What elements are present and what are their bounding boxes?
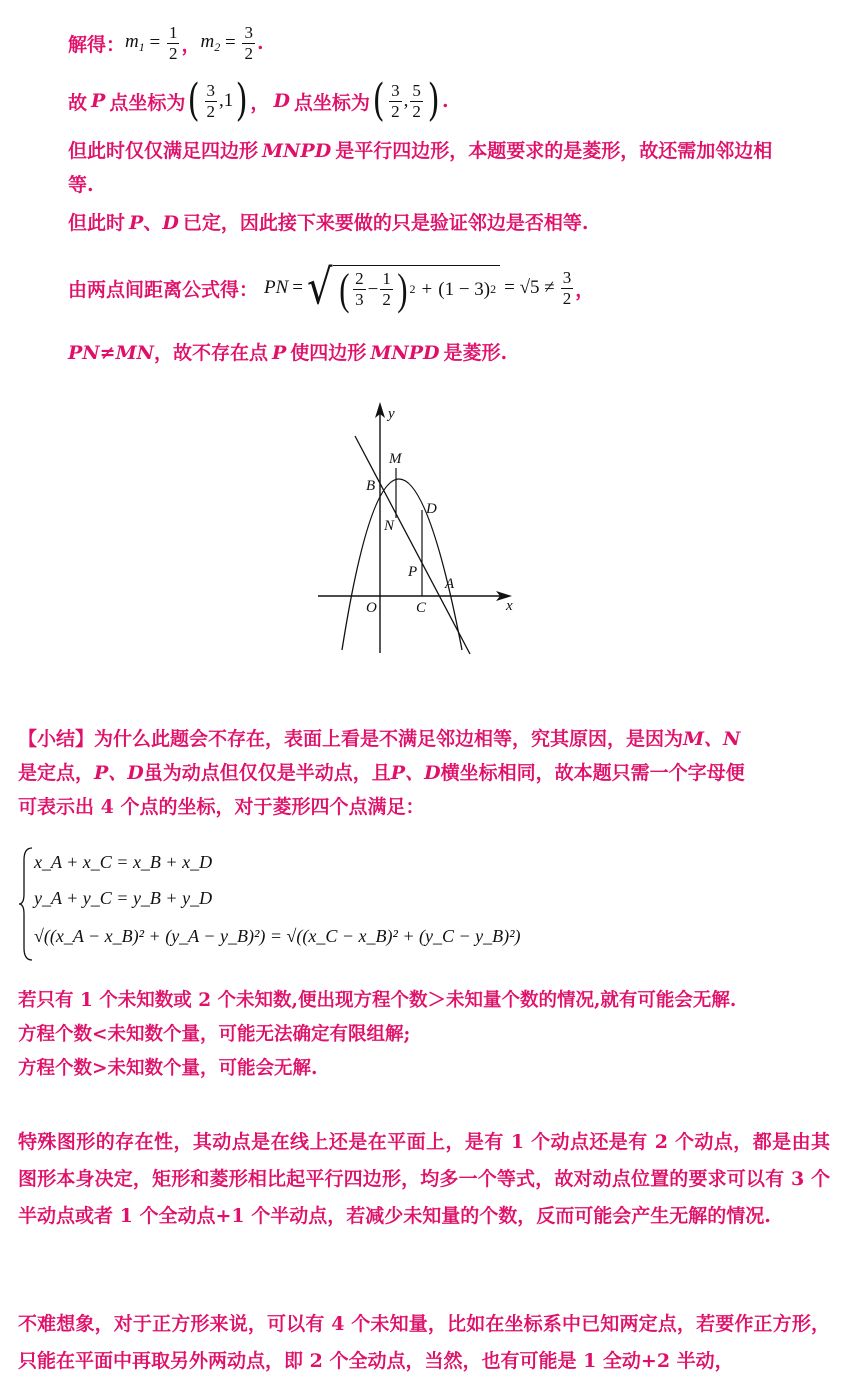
- coord-end: .: [442, 90, 449, 112]
- left-paren: (: [338, 264, 349, 314]
- distance-prefix: 由两点间距离公式得：: [68, 278, 259, 301]
- special-figures-paragraph: [18, 1124, 830, 1235]
- fraction-three-halves: $\frac{3}{2}$: [244, 22, 253, 63]
- summary-line3: 可表示出 4 个点的坐标，对于菱形四个点满足：: [18, 796, 425, 818]
- special-text: 特殊图形的存在性，其动点是在线上还是在平面上，是有 1 个动点还是有 2 个动点，都是由其图形本身决定，矩形和菱形相比起平行四边形，均多一个等式，故对动点位置的要求可以有 3 个半动点或者 1 个全动点+1 个半动点，若减少未知量的个数，反而可能会产生无解的情况.: [18, 1131, 830, 1227]
- para1-text-a: 但此时仅仅满足四边形: [68, 140, 259, 162]
- pn-symbol: PN: [264, 277, 289, 298]
- para1-text-d: 等.: [68, 174, 94, 196]
- equals-sign: =: [220, 32, 241, 53]
- difference-term: (1 − 3): [438, 278, 491, 300]
- label-c: C: [416, 600, 427, 616]
- conclusion-b: ，故不存在点: [153, 342, 268, 364]
- parabola-figure: [300, 398, 540, 660]
- square-text: 不难想象，对于正方形来说，可以有 4 个未知量，比如在坐标系中已知两定点，若要作正方形，只能在平面中再取另外两动点，即 2 个全动点，当然，也有可能是 1 全动+2 半动，: [18, 1313, 830, 1372]
- analysis-paragraph: [18, 984, 833, 1086]
- d-y-fraction: $\frac{5}{2}$: [412, 80, 421, 121]
- quad-mnpd: MNPD: [262, 140, 332, 162]
- analysis-line2: 方程个数<未知数个量，可能无法确定有限组解;: [18, 1024, 411, 1045]
- summary-line1: 【小结】为什么此题会不存在，表面上看是不满足邻边相等，究其原因，是因为: [18, 728, 684, 750]
- summary-line2b: 虽为动点但仅仅是半动点，且: [143, 762, 391, 784]
- left-paren: (: [187, 75, 200, 126]
- equation-system: [18, 846, 538, 962]
- m2-symbol: $m_2$: [200, 31, 221, 54]
- label-x: x: [506, 598, 513, 614]
- conclusion-f: 是菱形.: [443, 342, 508, 364]
- plus-sign: +: [421, 278, 433, 300]
- equation-2: y_A + y_C = y_B + y_D: [34, 888, 213, 908]
- point-p: P: [272, 342, 287, 364]
- points-mn: M、N: [683, 728, 741, 750]
- para2-text-a: 但此时: [68, 212, 126, 234]
- equals-sign: =: [292, 277, 304, 298]
- point-p-label: P: [91, 90, 106, 112]
- fraction-half: $\frac{1}{2}$: [168, 22, 178, 63]
- comma-sep: ,: [403, 90, 409, 111]
- pn-ne-mn: PN≠MN: [68, 342, 154, 364]
- brace-path: [19, 848, 32, 960]
- square-exponent: 2: [490, 282, 497, 296]
- m1-symbol: $m_1$: [125, 31, 145, 54]
- label-a: A: [445, 576, 455, 592]
- para1-text-c: 是平行四边形，本题要求的是菱形，故还需加邻边相: [335, 140, 773, 162]
- analysis-line1: 若只有 1 个未知数或 2 个未知数,便出现方程个数＞未知量个数的情况,就有可能会无解.: [18, 990, 737, 1011]
- square-exponent: 2: [409, 282, 416, 296]
- line-ba: [355, 436, 470, 654]
- square-paragraph: [18, 1306, 830, 1380]
- solve-prefix: 解得：: [68, 33, 126, 56]
- equation-3: √((x_A − x_B)² + (y_A − y_B)²) = √((x_C − x_B)² + (y_C − y_B)²): [34, 926, 521, 946]
- label-o: O: [366, 600, 377, 616]
- distance-end: ，: [575, 278, 595, 301]
- coordinates-line: [68, 74, 449, 128]
- verify-note: [68, 206, 828, 240]
- fraction-two-thirds: $\frac{2}{3}$: [355, 269, 364, 309]
- radicand: [333, 265, 501, 312]
- label-m: M: [389, 451, 402, 467]
- analysis-line3: 方程个数>未知数个量，可能会无解.: [18, 1058, 318, 1079]
- period: .: [256, 32, 264, 54]
- solution-line: [68, 18, 264, 68]
- coord-mid-text: 点坐标为: [109, 91, 186, 114]
- right-paren: ): [427, 75, 440, 126]
- points-pd: P、D: [390, 762, 441, 784]
- label-y: y: [388, 406, 395, 422]
- distance-formula: [68, 256, 594, 320]
- d-x-fraction: $\frac{3}{2}$: [391, 80, 400, 121]
- equation-1: x_A + x_C = x_B + x_D: [34, 852, 213, 872]
- separator: 、: [143, 212, 163, 234]
- coord-comma: ，: [250, 91, 270, 114]
- summary-line2a: 是定点，: [18, 762, 95, 784]
- left-brace: [18, 846, 34, 962]
- label-b: B: [366, 478, 376, 494]
- point-p: P: [129, 212, 144, 234]
- para2-text-b: 已定，因此接下来要做的只是验证邻边是否相等.: [182, 212, 589, 234]
- label-p: P: [408, 564, 418, 580]
- label-n: N: [384, 518, 395, 534]
- p-x-fraction: $\frac{3}{2}$: [206, 80, 215, 121]
- result-text: = √5 ≠: [504, 277, 555, 298]
- p-y-value: ,1: [219, 90, 234, 111]
- quad-mnpd: MNPD: [370, 342, 440, 364]
- label-d: D: [426, 501, 437, 517]
- parabola-curve: [342, 479, 462, 650]
- conclusion-d: 使四边形: [290, 342, 367, 364]
- coord-prefix: 故: [68, 91, 88, 114]
- comma: ，: [181, 33, 201, 56]
- summary-line2c: 横坐标相同，故本题只需一个字母便: [440, 762, 745, 784]
- conclusion-line: [68, 336, 828, 370]
- coord-d-mid: 点坐标为: [293, 91, 370, 114]
- point-d-label: D: [273, 90, 290, 112]
- fraction-three-halves: $\frac{3}{2}$: [562, 267, 572, 308]
- point-d: D: [162, 212, 179, 234]
- summary-paragraph: [18, 722, 830, 824]
- right-paren: ): [235, 75, 248, 126]
- right-paren: ): [397, 264, 408, 314]
- equals-sign: =: [144, 32, 165, 53]
- sqrt-symbol: √: [307, 260, 333, 316]
- minus-sign: −: [367, 278, 379, 300]
- fraction-one-half: $\frac{1}{2}$: [382, 269, 391, 309]
- points-pd: P、D: [94, 762, 144, 784]
- parallelogram-note: [68, 134, 828, 202]
- left-paren: (: [372, 75, 385, 126]
